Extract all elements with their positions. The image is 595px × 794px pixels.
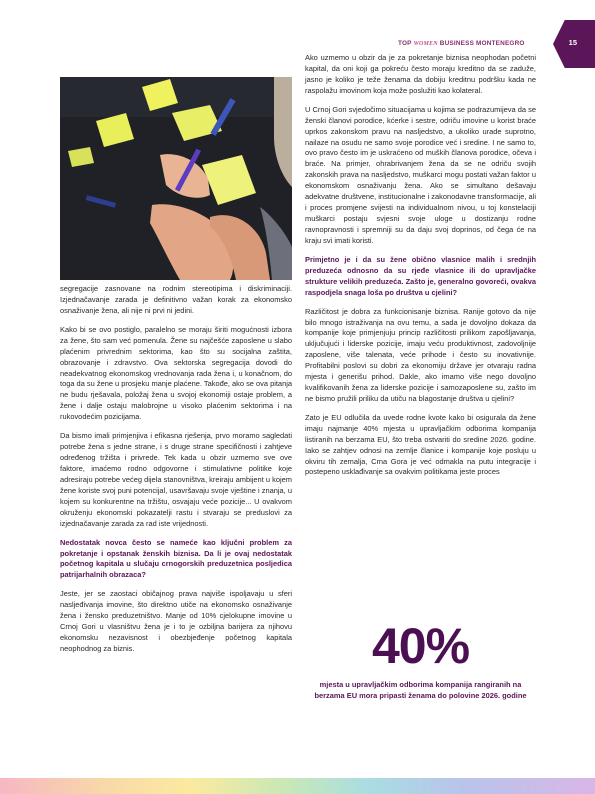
header-title-post: BUSINESS MONTENEGRO — [437, 40, 525, 47]
paragraph: U Crnoj Gori svjedočimo situacijama u kojima se podrazumijeva da se ženski članovi porodice, kćerke i sestre, odriču imovine u korist braće uprkos zakonskom pravu na nasljedstvo, a ukoliko urade suprotno, nailaze na osudu ne samo svoje porodice već i sredine. I ne samo to, ovo pravo često im je uskraćeno od muških članova porodice, očeva i braće. Na primjer, ohrabrivanjem žena da se ne odriču svojih zakonskih prava na nasljedstvo, muškarci mogu postati važan faktor u ekonomskom osnaživanju žena. Ako se simultano dešavaju adekvatne društvene, institucionalne i zakonodavne transformacije, ali i proces promjene svijesti na individualnom nivou, u toj konstelaciji muškarci postaju svjesni svoje uloge u dostizanju rodne ravnopravnosti i spremniji su da daju svoj doprinos, od čega će na kraju svi imati koristi. — [305, 104, 536, 245]
article-column-left — [60, 284, 292, 663]
stat-highlight-caption: mjesta u upravljačkim odborima kompanija rangiranih na berzama EU mora pripasti ženama do polovine 2026. godine — [314, 680, 527, 700]
paragraph: Ako uzmemo u obzir da je za pokretanje biznisa neophodan početni kapital, da oni koji ga pokreću često moraju kreditno da se zaduže, jasno je koliko je teže ženama da dobiju kreditnu podršku kada ne raspolažu imovinom koja može poslužiti kao kolateral. — [305, 53, 536, 95]
paragraph: Jeste, jer se zaostaci običajnog prava najviše ispoljavaju u sferi nasljeđivanja imovine, što direktno utiče na ekonomsko osnaživanje žena i žensko preduzetništvo. Manje od 10% cjelokupne imovine u Crnoj Gori u vlasništvu žena je i to je ozbiljna barijera za njihovu ekonomsku nezavisnost i obezbjeđenje početnog kapitala neophodnog za biznis. — [60, 589, 292, 653]
paragraph: Zato je EU odlučila da uvede rodne kvote kako bi osigurala da žene imaju najmanje 40% mjesta u upravljačkim odborima kompanija listiranih na berzama EU, što treba ostvariti do sredine 2026. godine. Iako se zahtjev odnosi na zemlje članice i kompanije koje posluju u okviru tih zemalja, Crna Gora je već odmakla na putu integracije i postepeno usklađivanje sa ovakvim politikama jeste proces — [305, 412, 536, 477]
paragraph: Da bismo imali primjenjiva i efikasna rješenja, prvo moramo sagledati potrebe žena s jedne strane, i s druge strane specifičnosti i zahtjeve određenog tržišta i privrede. Tek kada u obzir uzmemo sve ove faktore, imaćemo rodno odgovorne i stimulativne politike koje adresiraju potrebe većeg dijela stanovništva, kreiraju ambijent u kojem žene koriste svoj puni potencijal, usavršavaju svoje vještine i znanja, u kojem su konkurentne na tržištu, osvajaju veće pozicije... U ovakvom okruženju ekonomski pokazatelji rastu i stvaraju se preduslovi za izjednačavanje zarada za rad iste vrijednosti. — [60, 431, 292, 528]
article-column-right — [305, 53, 536, 487]
interview-question: Primjetno je i da su žene obično vlasnice malih i srednjih preduzeća odnosno da su rjeđe vlasnice ili do upravljačke strukture velikih preduzeća. Zašto je, generalno govoreći, ovakva raspodjela snaga loša po društva u cjelini? — [305, 254, 536, 297]
paragraph: Različitost je dobra za funkcionisanje biznisa. Ranije gotovo da nije bilo mnogo istraživanja na ovu temu, a sada je dovoljno dokaza da kompanije koje primjenjuju princip različitosti prilikom zapošljavanja, uključujući i liderske pozicije, imaju veću produktivnost, zadovoljnije zaposlene, više talenata, veće prihode i često su inovativnije. Profitabilni poslovi su dobri za ekonomiju države jer otvaraju radna mjesta i generišu prihod. Dakle, ako imamo više nego dovoljno kvalifikovanih žena za liderske pozicije i samozaposlene su, zašto im ne bismo pružili priliku da utiču na blagostanje društva u cjelini? — [305, 306, 536, 403]
stat-highlight-value: 40% — [371, 618, 470, 674]
footer-gradient-bar — [0, 778, 595, 794]
article-photo — [60, 77, 292, 280]
header-title-highlight: WOMEN — [413, 41, 438, 47]
page-number: 15 — [568, 38, 577, 47]
interview-question: Nedostatak novca često se nameće kao ključni problem za pokretanje i opstanak ženskih biznisa. Da li je ovaj nedostatak početnog kapitala u slučaju crnogorskih preduzetnica posljedica patrijarhalnih obrazaca? — [60, 537, 292, 580]
paragraph: Kako bi se ovo postiglo, paralelno se moraju širiti mogućnosti izbora za žene, što sam već pomenula. Žene su najčešće zaposlene u slabo plaćenim privrednim sektorima, kao što su socijalna zaštita, obrazovanje i zdravstvo. Ova sektorska segregacija dovodi do neadekvatnog ekonomskog vrednovanja rada žena i, u konačnom, do toga da su žene u prosjeku manje plaćene. Takođe, ako se ova pitanja ne budu rješavala, položaj žena u svojoj ekonomiji ostaje problem, a žene i dalje ostaju malobrojne u visoko plaćenim sektorima i na rukovodećim pozicijama. — [60, 324, 292, 422]
running-header — [398, 40, 525, 47]
paragraph: segregacije zasnovane na rodnim stereotipima i diskriminaciji. Izjednačavanje zarada je definitivno važan korak za ekonomsko osnaživanje žena, ali nije ni prvi ni jedini. — [60, 284, 292, 315]
header-title-pre: TOP — [398, 40, 414, 47]
